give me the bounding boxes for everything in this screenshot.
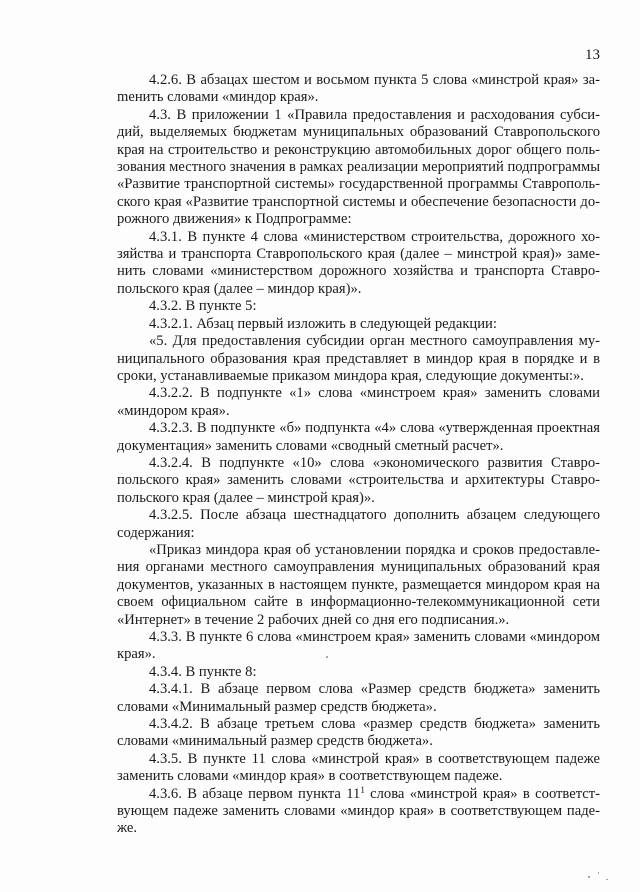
paragraph-4-3-3: 4.3.3. В пункте 6 слова «минстроем края» заменить словами «миндором края». bbox=[117, 629, 600, 663]
paragraph-4-2-6: 4.2.6. В абзацах шестом и восьмом пункта 5 слова «минстрой края» заmенить словами «миндор края». bbox=[117, 72, 600, 106]
paragraph-4-3-2-5: 4.3.2.5. После абзаца шестнадцатого дополнить абзацем следующего содержания: bbox=[117, 507, 600, 541]
paragraph-4-3-6 bbox=[117, 786, 600, 838]
paragraph-4-3-2-3: 4.3.2.3. В подпункте «б» подпункта «4» слова «утвержденная проектная документация» заменить словами «сводный сметный расчет». bbox=[117, 420, 600, 454]
paragraph-4-3-2-4: 4.3.2.4. В подпункте «10» слова «экономического развития Ставропольского края» заменить словами «строительства и архитектуры Ставропольского края (далее – минстрой края)». bbox=[117, 454, 600, 506]
paragraph-4-3-2-1: 4.3.2.1. Абзац первый изложить в следующей редакции: bbox=[149, 315, 497, 332]
paragraph-4-3-2-2: 4.3.2.2. В подпункте «1» слова «минстроем края» заменить словами «миндором края». bbox=[117, 385, 600, 419]
paragraph-4-3-2: 4.3.2. В пункте 5: bbox=[149, 298, 257, 315]
scan-speck bbox=[598, 872, 599, 874]
scan-speck bbox=[606, 879, 608, 880]
superscript-mark: 1 bbox=[360, 784, 365, 795]
paragraph-4-3-1: 4.3.1. В пункте 4 слова «министерством строительства, дорожного хозяйства и транспорта Ставропольского края (далее – минстрой края)» заменить словами «министерством дорожного хозяйства и транспорта Ставропольского края (далее – миндор края)». bbox=[117, 228, 600, 297]
scan-speck bbox=[588, 876, 590, 878]
page-number: 13 bbox=[585, 47, 600, 63]
document-body bbox=[117, 72, 600, 838]
paragraph-item-5-quote: «5. Для предоставления субсидии орган местного самоуправления муниципального образования края представляет в миндор края в порядке и в сроки, устанавливаемые приказом миндора края, следующие документы:». bbox=[117, 333, 600, 384]
scan-speck bbox=[326, 656, 328, 658]
paragraph-4-3: 4.3. В приложении 1 «Правила предоставления и расходования субсидий, выделяемых бюджетам муниципальных образований Ставропольского края на строительство и реконструкцию автомобильных дорог общего пользования местного значения в рамках реализации мероприятий подпрограммы «Развитие транспортной системы» государственной программы Ставропольского края «Развитие транспортной системы и обеспечение безопасности дорожного движения» к Подпрограмме: bbox=[117, 106, 600, 228]
paragraph-4-3-4-1: 4.3.4.1. В абзаце первом слова «Размер средств бюджета» заменить словами «Минимальный размер средств бюджета». bbox=[117, 681, 600, 715]
paragraph-4-3-4-2: 4.3.4.2. В абзаце третьем слова «размер средств бюджета» заменить словами «минимальный размер средств бюджета». bbox=[117, 716, 600, 750]
paragraph-4-3-6-start: 4.3.6. В абзаце первом пункта 11 bbox=[149, 785, 361, 802]
paragraph-4-3-5: 4.3.5. В пункте 11 слова «минстрой края» в соответствующем падеже заменить словами «миндор края» в соответствующем падеже. bbox=[117, 750, 600, 785]
paragraph-4-3-6-end: слова «минстрой края» в соответствующем падеже заменить словами «миндор края» в соответствующем падеже. bbox=[117, 785, 600, 837]
paragraph-order-quote: «Приказ миндора края об установлении порядка и сроков предоставления органами местного самоуправления муниципальных образований края документов, указанных в настоящем пункте, размещается миндором края на своем официальном сайте в информационно-телекоммуникационной сети «Интернет» в течение 2 рабочих дней со дня его подписания.». bbox=[117, 541, 600, 628]
paragraph-4-3-4: 4.3.4. В пункте 8: bbox=[149, 663, 257, 680]
